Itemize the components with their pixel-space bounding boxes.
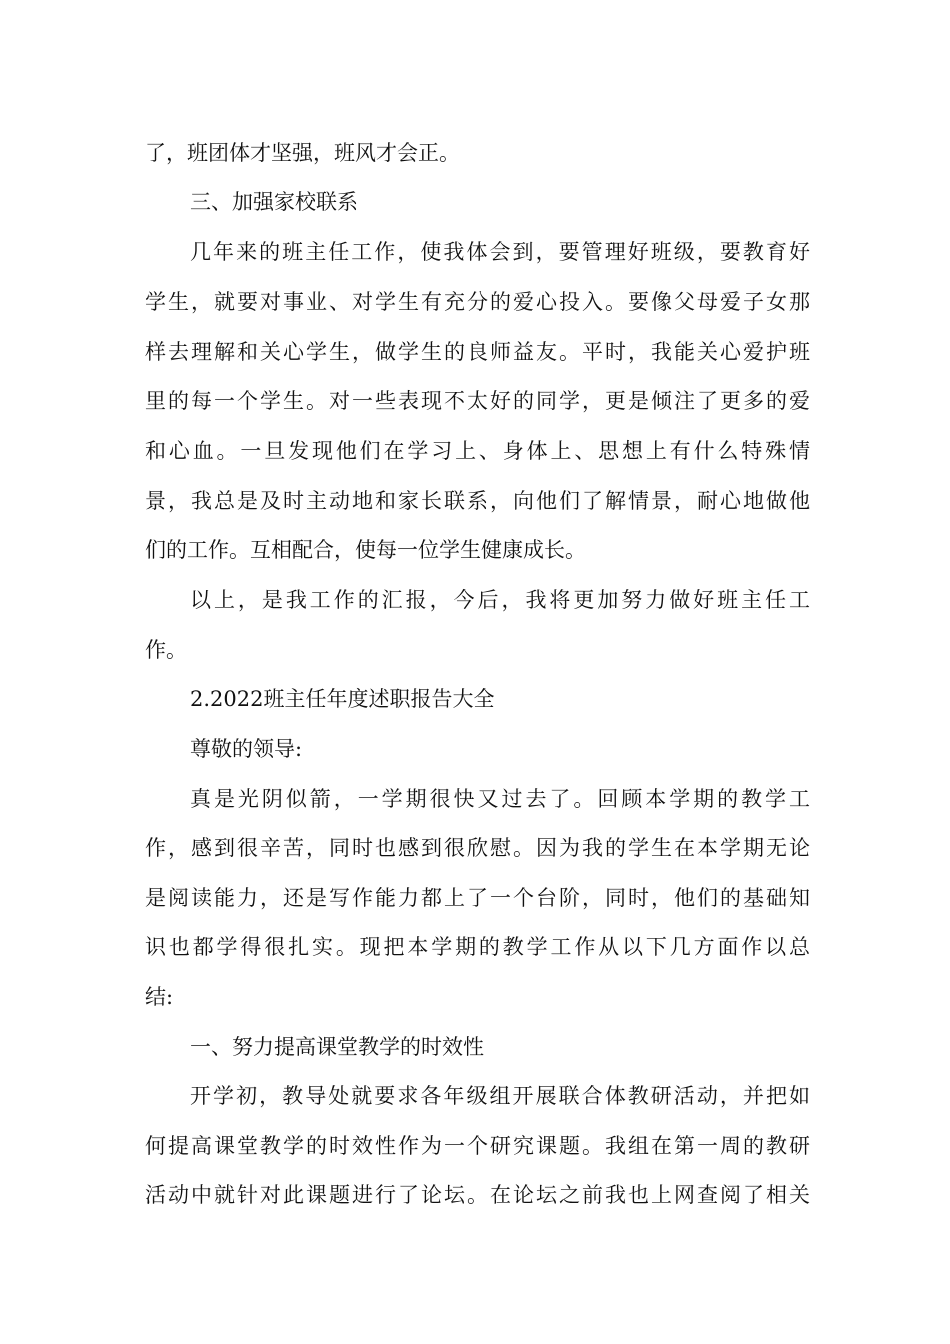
paragraph-line: 活动中就针对此课题进行了论坛。在论坛之前我也上网查阅了相关: [145, 1183, 810, 1207]
section-heading: 三、加强家校联系: [190, 190, 358, 214]
section-heading: 一、努力提高课堂教学的时效性: [190, 1035, 484, 1059]
paragraph-line: 里的每一个学生。对一些表现不太好的同学，更是倾注了更多的爱: [145, 389, 810, 413]
paragraph-line: 景，我总是及时主动地和家长联系，向他们了解情景，耐心地做他: [145, 489, 810, 513]
paragraph-line: 们的工作。互相配合，使每一位学生健康成长。: [145, 538, 586, 562]
paragraph-line: 是阅读能力，还是写作能力都上了一个台阶，同时，他们的基础知: [145, 886, 810, 910]
paragraph-line: 作，感到很辛苦，同时也感到很欣慰。因为我的学生在本学期无论: [145, 836, 810, 860]
paragraph-line: 结:: [145, 985, 174, 1009]
paragraph-line: 几年来的班主任工作，使我体会到，要管理好班级，要教育好: [190, 240, 810, 264]
paragraph-line: 作。: [145, 638, 187, 662]
paragraph-line: 识也都学得很扎实。现把本学期的教学工作从以下几方面作以总: [145, 935, 810, 959]
paragraph-line: 和心血。一旦发现他们在学习上、身体上、思想上有什么特殊情: [145, 439, 810, 463]
paragraph-line: 了，班团体才坚强，班风才会正。: [145, 141, 460, 165]
paragraph-line: 开学初，教导处就要求各年级组开展联合体教研活动，并把如: [190, 1084, 810, 1108]
paragraph-line: 学生，就要对事业、对学生有充分的爱心投入。要像父母爱子女那: [145, 290, 810, 314]
report-title: 2.2022班主任年度述职报告大全: [190, 687, 495, 711]
paragraph-line: 以上，是我工作的汇报，今后，我将更加努力做好班主任工: [190, 588, 810, 612]
paragraph-line: 样去理解和关心学生，做学生的良师益友。平时，我能关心爱护班: [145, 340, 810, 364]
paragraph-line: 真是光阴似箭，一学期很快又过去了。回顾本学期的教学工: [190, 787, 810, 811]
paragraph-line: 何提高课堂教学的时效性作为一个研究课题。我组在第一周的教研: [145, 1134, 810, 1158]
salutation: 尊敬的领导:: [190, 737, 303, 761]
